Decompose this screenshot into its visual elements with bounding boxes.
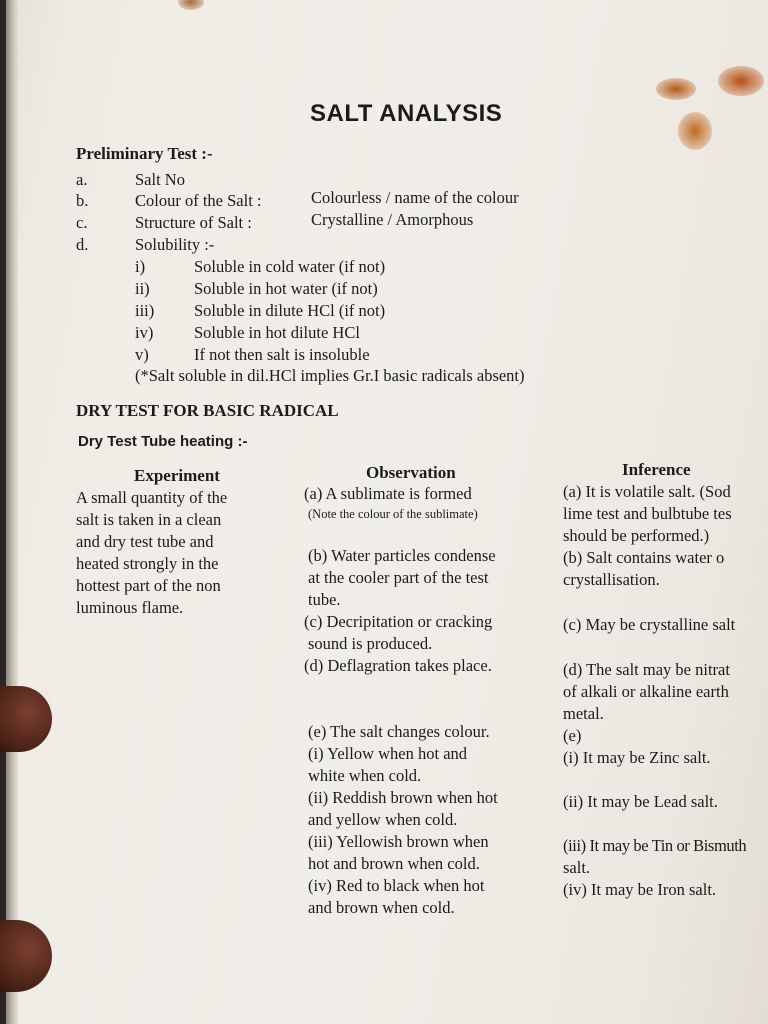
observation-text: and yellow when cold. bbox=[308, 810, 458, 829]
solubility-text: Soluble in hot dilute HCl bbox=[194, 323, 360, 342]
solubility-num: iv) bbox=[135, 323, 154, 342]
observation-text: (b) Water particles condense bbox=[308, 546, 496, 565]
inference-text: should be performed.) bbox=[563, 526, 710, 545]
inference-text: (iii) It may be Tin or Bismuth bbox=[563, 836, 747, 855]
stain-mark bbox=[718, 66, 764, 96]
inference-text: crystallisation. bbox=[563, 570, 660, 589]
solubility-text: Soluble in hot water (if not) bbox=[194, 279, 378, 298]
experiment-line: salt is taken in a clean bbox=[76, 510, 222, 529]
observation-text: (d) Deflagration takes place. bbox=[304, 656, 492, 675]
inference-text: (e) bbox=[563, 726, 582, 745]
solubility-num: v) bbox=[135, 345, 149, 364]
page-binding-edge bbox=[6, 0, 18, 1024]
observation-text: (iii) Yellowish brown when bbox=[308, 832, 489, 851]
inference-text: (c) May be crystalline salt bbox=[563, 615, 736, 634]
stain-mark bbox=[678, 112, 712, 150]
experiment-line: hottest part of the non bbox=[76, 576, 221, 595]
item-label: Salt No bbox=[135, 170, 185, 189]
solubility-num: i) bbox=[135, 257, 146, 276]
item-letter: b. bbox=[76, 191, 89, 210]
stain-mark bbox=[656, 78, 696, 100]
observation-text: (e) The salt changes colour. bbox=[308, 722, 490, 741]
observation-text: (i) Yellow when hot and bbox=[308, 744, 468, 763]
observation-text: tube. bbox=[308, 590, 341, 609]
inference-text: (d) The salt may be nitrat bbox=[563, 660, 730, 679]
item-label: Structure of Salt : bbox=[135, 213, 252, 232]
observation-text: (ii) Reddish brown when hot bbox=[308, 788, 498, 807]
item-letter: d. bbox=[76, 235, 89, 254]
col-header-inference: Inference bbox=[622, 460, 691, 479]
solubility-text: Soluble in cold water (if not) bbox=[194, 257, 386, 276]
observation-text: (iv) Red to black when hot bbox=[308, 876, 485, 895]
experiment-line: heated strongly in the bbox=[76, 554, 219, 573]
solubility-num: iii) bbox=[135, 301, 155, 320]
experiment-line: luminous flame. bbox=[76, 598, 184, 617]
item-label: Colour of the Salt : bbox=[135, 191, 262, 210]
inference-text: (b) Salt contains water o bbox=[563, 548, 725, 567]
observation-text: white when cold. bbox=[308, 766, 422, 785]
experiment-text bbox=[76, 487, 227, 619]
inference-text: lime test and bulbtube tes bbox=[563, 504, 732, 523]
inference-text: (ii) It may be Lead salt. bbox=[563, 792, 718, 811]
observation-text: at the cooler part of the test bbox=[308, 568, 489, 587]
item-letter: c. bbox=[76, 213, 88, 232]
solubility-note: (*Salt soluble in dil.HCl implies Gr.I basic radicals absent) bbox=[135, 366, 525, 385]
solubility-num: ii) bbox=[135, 279, 150, 298]
item-label: Solubility :- bbox=[135, 235, 215, 254]
col-header-observation: Observation bbox=[366, 463, 456, 482]
preliminary-heading: Preliminary Test :- bbox=[76, 144, 213, 163]
stain-mark bbox=[178, 0, 204, 10]
observation-text: and brown when cold. bbox=[308, 898, 455, 917]
document-page bbox=[6, 0, 768, 1024]
solubility-text: If not then salt is insoluble bbox=[194, 345, 370, 364]
observation-note: (Note the colour of the sublimate) bbox=[308, 507, 478, 521]
dry-test-heading: DRY TEST FOR BASIC RADICAL bbox=[76, 401, 339, 420]
observation-text: sound is produced. bbox=[308, 634, 433, 653]
dry-test-subheading: Dry Test Tube heating :- bbox=[78, 433, 248, 450]
experiment-line: A small quantity of the bbox=[76, 488, 228, 507]
inference-text: salt. bbox=[563, 858, 591, 877]
inference-text: (a) It is volatile salt. (Sod bbox=[563, 482, 731, 501]
experiment-line: and dry test tube and bbox=[76, 532, 214, 551]
inference-text: of alkali or alkaline earth bbox=[563, 682, 729, 701]
observation-text: hot and brown when cold. bbox=[308, 854, 480, 873]
item-value: Colourless / name of the colour bbox=[311, 188, 519, 207]
page-title: SALT ANALYSIS bbox=[310, 100, 503, 127]
observation-text: (c) Decripitation or cracking bbox=[304, 612, 493, 631]
item-value: Crystalline / Amorphous bbox=[311, 210, 474, 229]
observation-text: (a) A sublimate is formed bbox=[304, 484, 472, 503]
item-letter: a. bbox=[76, 170, 88, 189]
inference-text: (iv) It may be Iron salt. bbox=[563, 880, 717, 899]
col-header-experiment: Experiment bbox=[134, 466, 220, 485]
inference-text: (i) It may be Zinc salt. bbox=[563, 748, 711, 767]
solubility-text: Soluble in dilute HCl (if not) bbox=[194, 301, 386, 320]
inference-text: metal. bbox=[563, 704, 604, 723]
